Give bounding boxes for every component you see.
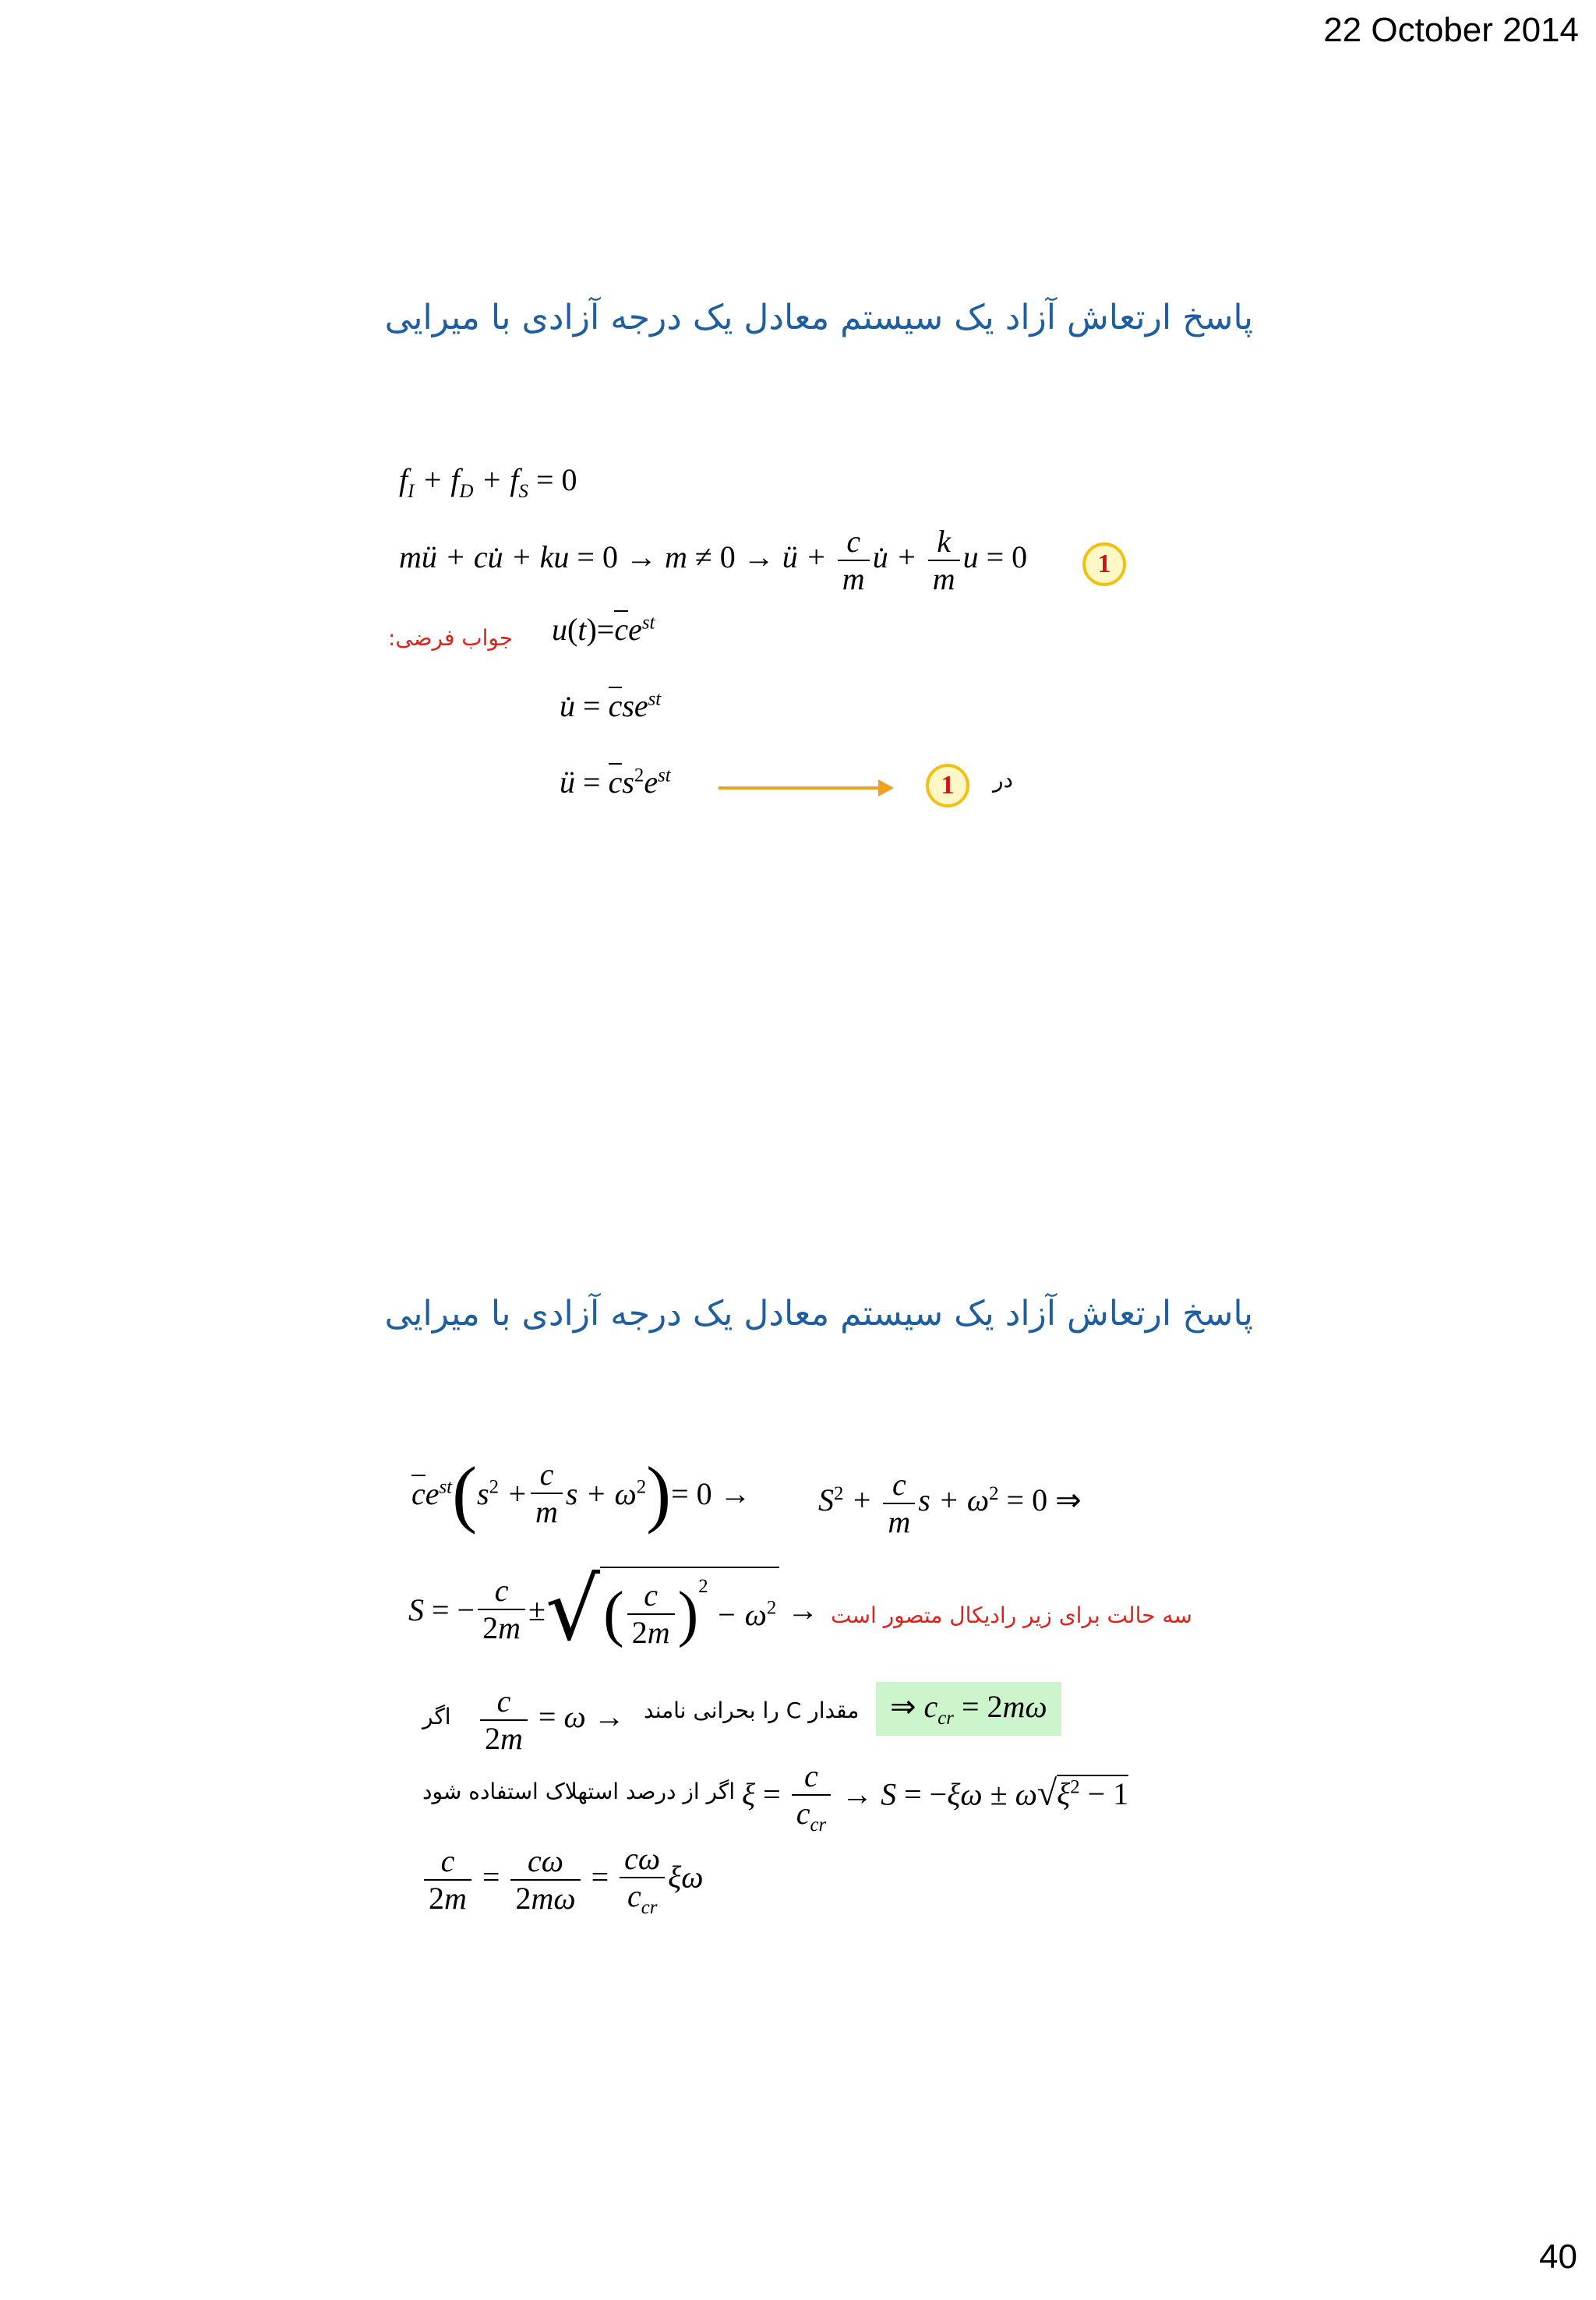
substitution-arrow — [719, 779, 894, 797]
critical-condition: $\frac{c}{2m}$ = ω → — [477, 1683, 625, 1757]
slide-date: 22 October 2014 — [1323, 11, 1579, 49]
equation-of-motion: mü + cu̇ + ku = 0 → m ≠ 0 → ü + $\frac{c}{m}$ u̇ + $\frac{k}{m}$ u = 0 — [399, 524, 1028, 596]
acceleration-equation: ü = $cs^2e^{st}$ — [560, 765, 671, 800]
equation-number-badge: 1 — [1082, 542, 1126, 586]
in-label: در — [993, 767, 1013, 793]
slide2-title: پاسخ ارتعاش آزاد یک سیستم معادل یک درجه آزادی با میرایی — [384, 1294, 1253, 1334]
roots-equation: S = − $\frac{c}{2m}$ ± √ ( $\frac{c}{2m}$ ) $^2$ − $\omega^2$ → — [408, 1560, 819, 1659]
equation-reference-badge: 1 — [926, 764, 969, 807]
ratio-identity-equation: $\frac{c}{2m}$ = $\frac{c\omega}{2m\omega}$ = $\frac{c\omega}{c_{cr}}$ ξω — [421, 1841, 704, 1920]
critical-damping-formula: ⇒ $c_{cr} = 2m\omega$ — [876, 1682, 1061, 1736]
if-label: اگر — [422, 1704, 451, 1729]
characteristic-equation: $ce^{st}$ ( $s^2$ + $\frac{c}{m}$ $s + \omega^2$ ) = 0 → — [411, 1451, 751, 1535]
characteristic-polynomial: $S^2$ + $\frac{c}{m}$ $s + \omega^2 = 0$ ⇒ — [818, 1467, 1082, 1539]
equilibrium-equation: $f_I + f_D + f_S = 0$ — [399, 462, 577, 502]
page-number: 40 — [1539, 2238, 1577, 2276]
damping-ratio-equation: ξ = $\frac{c}{c_{cr}}$ → $S = -\xi\omega \pm \omega√\xi^2 - 1$ — [742, 1758, 1129, 1835]
assumed-solution-label: جواب فرضی: — [388, 625, 514, 651]
assumed-solution-equation: $u(t)=ce^{st}$ — [552, 612, 655, 647]
damping-ratio-label: اگر از درصد استهلاک استفاده شود — [422, 1779, 736, 1804]
velocity-equation: u̇ = cse$^{st}$ — [560, 688, 662, 723]
three-cases-note: سه حالت برای زیر رادیکال متصور است — [831, 1602, 1192, 1628]
critical-label: مقدار C را بحرانی نامند — [644, 1698, 860, 1723]
slide1-title: پاسخ ارتعاش آزاد یک سیستم معادل یک درجه آزادی با میرایی — [384, 298, 1253, 337]
